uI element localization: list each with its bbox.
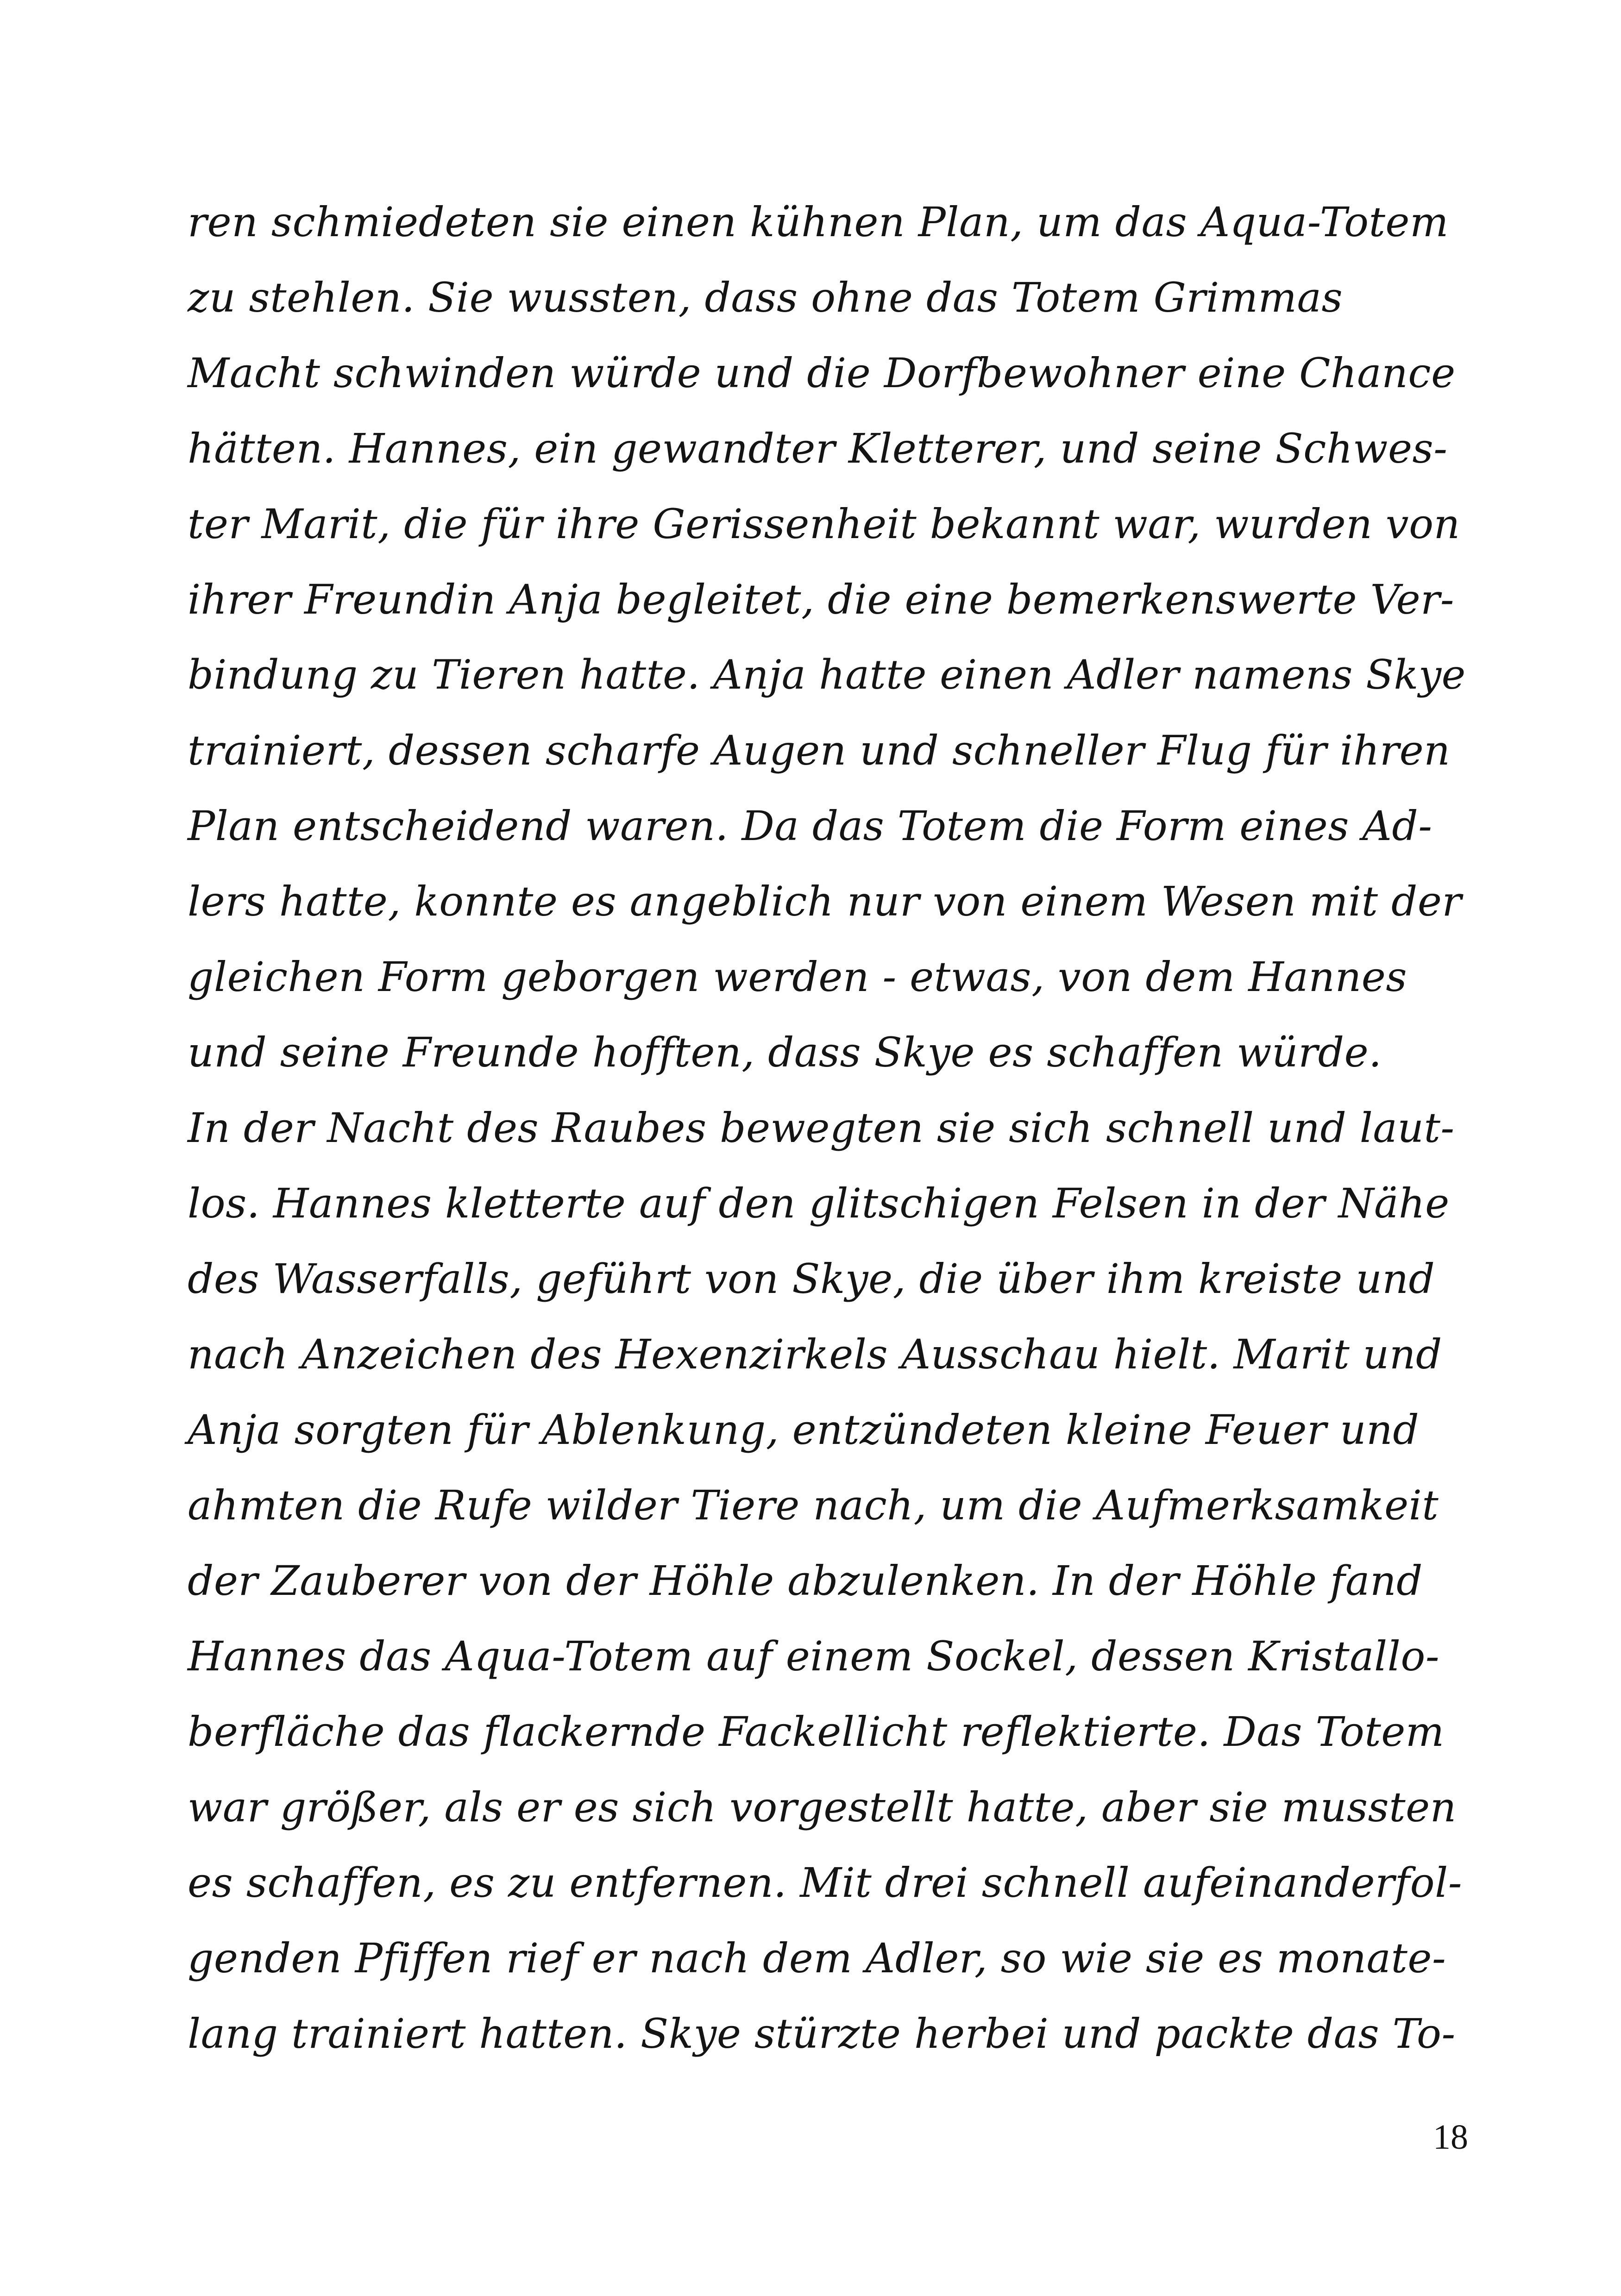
text-line: los. Hannes kletterte auf den glitschigen Felsen in der Nähe — [188, 1179, 1450, 1227]
text-line: genden Pfiffen rief er nach dem Adler, so wie sie es monate- — [188, 1934, 1446, 1982]
text-line: trainiert, dessen scharfe Augen und schneller Flug für ihren — [188, 727, 1451, 774]
text-line: ren schmiedeten sie einen kühnen Plan, um das Aqua-Totem — [188, 198, 1449, 246]
text-line: ihrer Freundin Anja begleitet, die eine bemerkenswerte Ver- — [188, 576, 1454, 623]
text-line: Hannes das Aqua-Totem auf einem Sockel, dessen Kristallo- — [188, 1632, 1440, 1680]
text-line: lers hatte, konnte es angeblich nur von einem Wesen mit der — [188, 878, 1462, 925]
text-line: Anja sorgten für Ablenkung, entzündeten kleine Feuer und — [188, 1406, 1420, 1454]
text-line: nach Anzeichen des Hexenzirkels Ausschau hielt. Marit und — [188, 1330, 1442, 1378]
text-line: lang trainiert hatten. Skye stürzte herbei und packte das To- — [188, 2010, 1456, 2058]
text-line: hätten. Hannes, ein gewandter Kletterer, und seine Schwes- — [188, 425, 1448, 472]
text-line: gleichen Form geborgen werden - etwas, von dem Hannes — [188, 953, 1407, 1001]
text-line: Plan entscheidend waren. Da das Totem die Form eines Ad- — [188, 802, 1433, 850]
body-text — [188, 184, 1466, 2071]
text-line: In der Nacht des Raubes bewegten sie sich schnell und laut- — [188, 1104, 1455, 1152]
text-line: ter Marit, die für ihre Gerissenheit bekannt war, wurden von — [188, 500, 1460, 548]
text-line: bindung zu Tieren hatte. Anja hatte einen Adler namens Skye — [188, 651, 1466, 698]
text-line: der Zauberer von der Höhle abzulenken. In der Höhle fand — [188, 1557, 1423, 1605]
text-line: es schaffen, es zu entfernen. Mit drei schnell aufeinanderfol- — [188, 1859, 1463, 1907]
text-line: des Wasserfalls, geführt von Skye, die über ihm kreiste und — [188, 1255, 1435, 1303]
text-line: ahmten die Rufe wilder Tiere nach, um die Aufmerksamkeit — [188, 1481, 1439, 1529]
text-line: Macht schwinden würde und die Dorfbewohner eine Chance — [188, 349, 1456, 397]
text-line: war größer, als er es sich vorgestellt hatte, aber sie mussten — [188, 1783, 1457, 1831]
text-line: zu stehlen. Sie wussten, dass ohne das Totem Grimmas — [188, 274, 1343, 321]
text-line: und seine Freunde hofften, dass Skye es schaffen würde. — [188, 1029, 1382, 1076]
text-line: berfläche das flackernde Fackellicht reflektierte. Das Totem — [188, 1708, 1445, 1756]
page-number: 18 — [1433, 2118, 1468, 2157]
